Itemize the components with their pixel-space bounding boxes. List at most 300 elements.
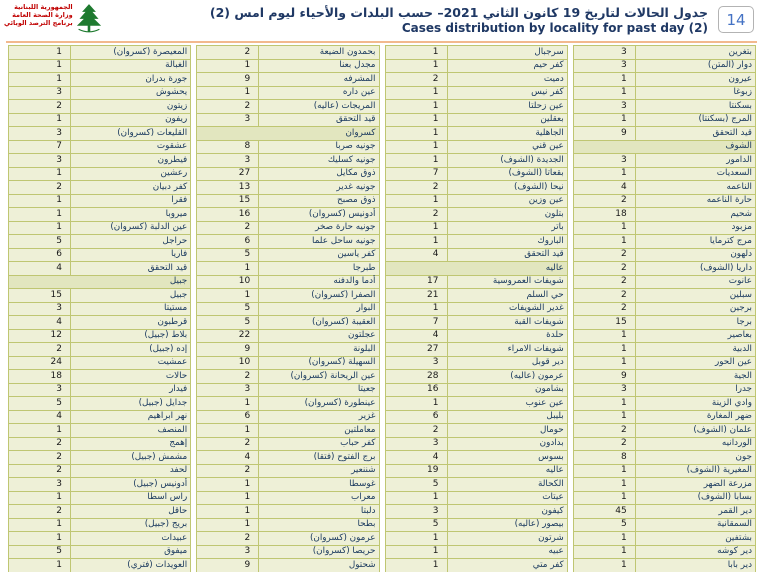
locality-name-cell: عمشيت: [157, 357, 188, 368]
table-row: [197, 478, 378, 492]
locality-name-cell: حي السلم: [526, 289, 564, 300]
table-row: [197, 411, 378, 425]
locality-name-cell: بطحا: [357, 519, 376, 530]
table-row: [386, 343, 567, 357]
locality-name-cell: معراب: [350, 492, 376, 503]
case-count-cell: 1: [386, 140, 448, 153]
case-count-cell: 16: [386, 383, 448, 396]
case-count-cell: 9: [574, 127, 636, 140]
locality-name-cell: جونيه حارة صخر: [315, 222, 376, 233]
case-count-cell: 1: [197, 262, 259, 275]
locality-name-cell: قيد التحقق: [335, 114, 376, 125]
localities-table: [0, 45, 762, 572]
table-row: [9, 114, 190, 128]
case-count-cell: 5: [9, 235, 71, 248]
case-count-cell: 1: [386, 559, 448, 572]
case-count-cell: 6: [386, 410, 448, 423]
table-row: [574, 100, 755, 114]
locality-name-cell: الجية: [733, 370, 752, 381]
case-count-cell: 2: [197, 532, 259, 545]
locality-name-cell: كيفون: [541, 505, 564, 516]
locality-name-cell: بقعاتا (الشوف): [508, 168, 564, 179]
locality-name-cell: حالات: [165, 370, 188, 381]
locality-name-cell: راس اسطا: [147, 492, 188, 503]
header-divider: [6, 41, 757, 43]
case-count-cell: 2: [197, 464, 259, 477]
table-row: [197, 370, 378, 384]
locality-name-cell: عين الريحانة (كسروان): [290, 370, 376, 381]
table-row: [9, 46, 190, 60]
page-number-badge: 14: [718, 6, 754, 33]
case-count-cell: 1: [574, 410, 636, 423]
table-row: [386, 208, 567, 222]
case-count-cell: 2: [9, 343, 71, 356]
report-title-arabic: جدول الحالات لتاريخ 19 كانون الثاني 2021– حسب البلدات والأحياء ليوم امس (2): [209, 5, 708, 20]
table-column-col4-leftmost: [8, 45, 191, 572]
locality-name-cell: فيدار: [169, 384, 188, 395]
table-row: [197, 438, 378, 452]
case-count-cell: 1: [574, 167, 636, 180]
locality-name-cell: دوار (المتن): [707, 60, 752, 71]
case-count-cell: 2: [9, 181, 71, 194]
case-count-cell: 12: [9, 329, 71, 342]
case-count-cell: 6: [197, 235, 259, 248]
locality-name-cell: قيد التحقق: [524, 249, 564, 260]
case-count-cell: 2: [574, 194, 636, 207]
case-count-cell: 1: [9, 194, 71, 207]
table-row: [9, 195, 190, 209]
table-row: [574, 505, 755, 519]
case-count-cell: 2: [9, 451, 71, 464]
table-row: [574, 303, 755, 317]
case-count-cell: 1: [574, 235, 636, 248]
locality-name-cell: جون: [735, 451, 752, 462]
locality-name-cell: المرج (بسكنتا): [698, 114, 752, 125]
locality-name-cell: البلونة: [353, 343, 376, 354]
case-count-cell: 9: [197, 343, 259, 356]
case-count-cell: 7: [386, 316, 448, 329]
table-row: [386, 519, 567, 533]
case-count-cell: 2: [9, 505, 71, 518]
ministry-logo: [4, 3, 102, 33]
table-row: [197, 451, 378, 465]
table-row: [197, 289, 378, 303]
table-row: [9, 154, 190, 168]
locality-name-cell: الدامور: [726, 154, 752, 165]
table-row: [9, 60, 190, 74]
locality-name-cell: بتغرين: [728, 46, 752, 57]
locality-name-cell: عين الدلبة (كسروان): [110, 222, 188, 233]
table-row: [386, 546, 567, 560]
locality-name-cell: عبيدات: [161, 532, 188, 543]
table-row: [574, 465, 755, 479]
locality-name-cell: ضهر المغارة: [706, 411, 752, 422]
table-row: [197, 546, 378, 560]
table-row: [386, 316, 567, 330]
table-row: [197, 181, 378, 195]
table-row: [574, 60, 755, 74]
case-count-cell: 1: [574, 221, 636, 234]
table-row: [386, 330, 567, 344]
locality-name-cell: بسابا (الشوف): [697, 492, 752, 503]
table-row: [574, 168, 755, 182]
case-count-cell: 15: [574, 316, 636, 329]
case-count-cell: 7: [9, 140, 71, 153]
table-row: [197, 532, 378, 546]
header-title-area: [210, 3, 754, 37]
case-count-cell: 27: [386, 343, 448, 356]
locality-name-cell: الناعمه: [726, 181, 752, 192]
case-count-cell: 16: [197, 208, 259, 221]
case-count-cell: 1: [386, 100, 448, 113]
case-count-cell: 1: [574, 545, 636, 558]
case-count-cell: 22: [197, 329, 259, 342]
locality-name-cell: السمقانية: [716, 519, 752, 530]
case-count-cell: 3: [197, 113, 259, 126]
case-count-cell: 3: [574, 154, 636, 167]
table-row: [9, 424, 190, 438]
case-count-cell: 1: [197, 518, 259, 531]
district-name-cell: جبيل: [169, 276, 188, 287]
table-row: [574, 451, 755, 465]
locality-name-cell: عين داره: [342, 87, 376, 98]
table-row: [386, 168, 567, 182]
case-count-cell: 1: [574, 464, 636, 477]
case-count-cell: 1: [197, 505, 259, 518]
table-row: [197, 262, 378, 276]
locality-name-cell: العقيبة (كسروان): [311, 316, 376, 327]
table-column-col3: [196, 45, 379, 572]
locality-name-cell: لحفد: [169, 465, 188, 476]
locality-name-cell: بيصور (عاليه): [514, 519, 564, 530]
section-header-row: [9, 276, 190, 290]
locality-name-cell: يحشوش: [155, 87, 188, 98]
table-row: [9, 249, 190, 263]
case-count-cell: 1: [197, 397, 259, 410]
section-header-row: [574, 141, 755, 155]
table-row: [574, 276, 755, 290]
table-row: [574, 357, 755, 371]
case-count-cell: 6: [197, 410, 259, 423]
locality-name-cell: ريفون: [165, 114, 188, 125]
case-count-cell: 1: [9, 167, 71, 180]
locality-name-cell: نيحا (الشوف): [513, 181, 564, 192]
locality-name-cell: طبرجا: [352, 262, 376, 273]
locality-name-cell: شرتون: [538, 532, 564, 543]
locality-name-cell: مستيتا: [164, 303, 188, 314]
case-count-cell: 1: [9, 491, 71, 504]
case-count-cell: 1: [386, 221, 448, 234]
table-row: [574, 289, 755, 303]
locality-name-cell: فيطرون: [157, 154, 188, 165]
case-count-cell: 5: [9, 397, 71, 410]
locality-name-cell: عانوت: [728, 276, 752, 287]
locality-name-cell: إده (جبيل): [149, 343, 188, 354]
table-row: [386, 276, 567, 290]
locality-name-cell: جعيتا: [357, 384, 376, 395]
table-row: [574, 492, 755, 506]
locality-name-cell: عشقوت: [156, 141, 188, 152]
locality-name-cell: الكحالة: [538, 478, 564, 489]
case-count-cell: 4: [9, 316, 71, 329]
table-row: [386, 532, 567, 546]
case-count-cell: 9: [574, 370, 636, 383]
case-count-cell: 1: [574, 113, 636, 126]
case-count-cell: 18: [9, 370, 71, 383]
table-row: [197, 316, 378, 330]
case-count-cell: 2: [197, 221, 259, 234]
table-row: [197, 46, 378, 60]
locality-name-cell: بسكنتا: [728, 100, 752, 111]
locality-name-cell: البوار: [356, 303, 376, 314]
locality-name-cell: أدما والدفنه: [333, 276, 376, 287]
table-row: [9, 289, 190, 303]
locality-name-cell: فاريا: [170, 249, 188, 260]
case-count-cell: 2: [574, 437, 636, 450]
table-row: [574, 154, 755, 168]
locality-name-cell: غزير: [358, 411, 376, 422]
locality-name-cell: برجا: [736, 316, 752, 327]
locality-name-cell: بسوس: [538, 451, 564, 462]
table-row: [9, 532, 190, 546]
case-count-cell: 2: [574, 248, 636, 261]
case-count-cell: 3: [574, 59, 636, 72]
table-row: [197, 154, 378, 168]
table-row: [386, 222, 567, 236]
locality-name-cell: غوسطا: [349, 478, 376, 489]
case-count-cell: 3: [9, 302, 71, 315]
case-count-cell: 15: [9, 289, 71, 302]
table-row: [9, 546, 190, 560]
case-count-cell: 1: [386, 127, 448, 140]
report-titles: [210, 3, 708, 37]
locality-name-cell: نهر ابراهيم: [147, 411, 188, 422]
case-count-cell: 27: [197, 167, 259, 180]
table-row: [574, 127, 755, 141]
locality-name-cell: مزرعة الضهر: [703, 478, 752, 489]
table-row: [386, 195, 567, 209]
locality-name-cell: حريصا (كسروان): [312, 546, 376, 557]
table-row: [9, 208, 190, 222]
case-count-cell: 1: [197, 59, 259, 72]
case-count-cell: 9: [197, 73, 259, 86]
table-row: [386, 559, 567, 572]
locality-name-cell: جورة بدران: [145, 73, 188, 84]
table-row: [197, 60, 378, 74]
table-row: [386, 384, 567, 398]
ministry-line-2: وزارة الصحة العامة: [12, 11, 73, 20]
locality-name-cell: حراجل: [162, 235, 188, 246]
case-count-cell: 3: [197, 383, 259, 396]
locality-name-cell: سبلين: [729, 289, 752, 300]
locality-name-cell: الوردانيه: [721, 438, 752, 449]
locality-name-cell: السهيلة (كسروان): [308, 357, 376, 368]
case-count-cell: 21: [386, 289, 448, 302]
table-row: [197, 303, 378, 317]
locality-name-cell: عين الحور: [715, 357, 752, 368]
table-row: [197, 343, 378, 357]
table-row: [574, 46, 755, 60]
case-count-cell: 5: [197, 316, 259, 329]
locality-name-cell: بشتفين: [725, 532, 752, 543]
locality-name-cell: قيد التحقق: [712, 127, 752, 138]
locality-name-cell: إهمج: [169, 438, 188, 449]
case-count-cell: 1: [9, 46, 71, 59]
table-row: [197, 465, 378, 479]
locality-name-cell: عين عنوب: [525, 397, 564, 408]
case-count-cell: 3: [386, 437, 448, 450]
table-row: [197, 384, 378, 398]
table-row: [386, 235, 567, 249]
case-count-cell: 3: [197, 154, 259, 167]
case-count-cell: 1: [386, 113, 448, 126]
table-row: [197, 249, 378, 263]
table-row: [9, 384, 190, 398]
table-row: [9, 262, 190, 276]
case-count-cell: 19: [386, 464, 448, 477]
table-row: [574, 411, 755, 425]
ministry-logo-text: [4, 3, 73, 27]
table-row: [197, 330, 378, 344]
locality-name-cell: الجاهلية: [535, 127, 564, 138]
case-count-cell: 1: [197, 289, 259, 302]
table-row: [9, 478, 190, 492]
case-count-cell: 3: [574, 100, 636, 113]
table-row: [574, 546, 755, 560]
locality-name-cell: المنصف: [157, 424, 188, 435]
table-row: [574, 519, 755, 533]
case-count-cell: 5: [197, 302, 259, 315]
case-count-cell: 3: [574, 46, 636, 59]
table-row: [197, 505, 378, 519]
case-count-cell: 1: [386, 302, 448, 315]
table-row: [386, 370, 567, 384]
table-row: [9, 397, 190, 411]
locality-name-cell: شويفات القبة: [514, 316, 564, 327]
case-count-cell: 2: [9, 437, 71, 450]
case-count-cell: 5: [386, 518, 448, 531]
table-row: [574, 316, 755, 330]
case-count-cell: 3: [9, 127, 71, 140]
case-count-cell: 1: [9, 73, 71, 86]
table-row: [386, 127, 567, 141]
locality-name-cell: معاملتين: [344, 424, 376, 435]
case-count-cell: 1: [9, 532, 71, 545]
ministry-line-1: الجمهورية اللبنانية: [14, 3, 73, 11]
ministry-line-3: برنامج الترصد الوبائي: [4, 19, 73, 28]
table-row: [197, 222, 378, 236]
table-row: [386, 397, 567, 411]
case-count-cell: 13: [197, 181, 259, 194]
case-count-cell: 7: [386, 167, 448, 180]
locality-name-cell: العويدات (فتري): [127, 560, 188, 571]
table-row: [9, 559, 190, 572]
locality-name-cell: برجين: [729, 303, 752, 314]
table-row: [9, 87, 190, 101]
locality-name-cell: ميفوق: [164, 546, 188, 557]
table-row: [574, 208, 755, 222]
locality-name-cell: مرج كترمايا: [709, 235, 752, 246]
table-row: [197, 397, 378, 411]
locality-name-cell: شننعير: [351, 465, 376, 476]
locality-name-cell: علمان (الشوف): [693, 424, 752, 435]
table-row: [9, 316, 190, 330]
table-row: [386, 87, 567, 101]
case-count-cell: 10: [197, 356, 259, 369]
case-count-cell: 1: [574, 329, 636, 342]
table-row: [197, 73, 378, 87]
table-row: [197, 114, 378, 128]
case-count-cell: 2: [9, 464, 71, 477]
case-count-cell: 3: [9, 86, 71, 99]
table-row: [574, 438, 755, 452]
locality-name-cell: عيرون: [728, 73, 752, 84]
case-count-cell: 4: [197, 451, 259, 464]
table-row: [574, 73, 755, 87]
table-row: [197, 492, 378, 506]
table-column-col2: [385, 45, 568, 572]
case-count-cell: 2: [9, 100, 71, 113]
table-row: [386, 289, 567, 303]
locality-name-cell: بشامون: [535, 384, 564, 395]
table-row: [386, 100, 567, 114]
table-row: [574, 370, 755, 384]
table-row: [9, 370, 190, 384]
case-count-cell: 8: [574, 451, 636, 464]
table-row: [9, 181, 190, 195]
table-row: [574, 181, 755, 195]
case-count-cell: 2: [574, 262, 636, 275]
locality-name-cell: الغبالة: [165, 60, 188, 71]
table-row: [574, 532, 755, 546]
case-count-cell: 5: [9, 545, 71, 558]
case-count-cell: 24: [9, 356, 71, 369]
table-row: [574, 397, 755, 411]
table-row: [574, 424, 755, 438]
locality-name-cell: عرمون (عاليه): [510, 370, 564, 381]
table-row: [386, 411, 567, 425]
locality-name-cell: عاليه: [545, 465, 564, 476]
case-count-cell: 6: [9, 248, 71, 261]
table-row: [386, 465, 567, 479]
locality-name-cell: وادي الزينة: [711, 397, 752, 408]
case-count-cell: 1: [574, 397, 636, 410]
case-count-cell: 1: [9, 113, 71, 126]
case-count-cell: 2: [574, 275, 636, 288]
locality-name-cell: عبيه: [548, 546, 564, 557]
table-row: [386, 451, 567, 465]
locality-name-cell: دير بابا: [727, 560, 752, 571]
locality-name-cell: بدادون: [539, 438, 564, 449]
case-count-cell: 3: [9, 154, 71, 167]
case-count-cell: 2: [197, 46, 259, 59]
table-row: [9, 492, 190, 506]
case-count-cell: 1: [386, 532, 448, 545]
case-count-cell: 2: [386, 73, 448, 86]
locality-name-cell: زيتون: [166, 100, 188, 111]
locality-name-cell: الباروك: [537, 235, 564, 246]
case-count-cell: 1: [9, 59, 71, 72]
case-count-cell: 1: [574, 356, 636, 369]
case-count-cell: 1: [197, 424, 259, 437]
table-row: [574, 195, 755, 209]
table-row: [9, 451, 190, 465]
locality-name-cell: عين قني: [532, 141, 564, 152]
cedar-icon: [76, 3, 102, 33]
page-header: [0, 0, 762, 40]
table-row: [9, 222, 190, 236]
locality-name-cell: دلهون: [730, 249, 752, 260]
